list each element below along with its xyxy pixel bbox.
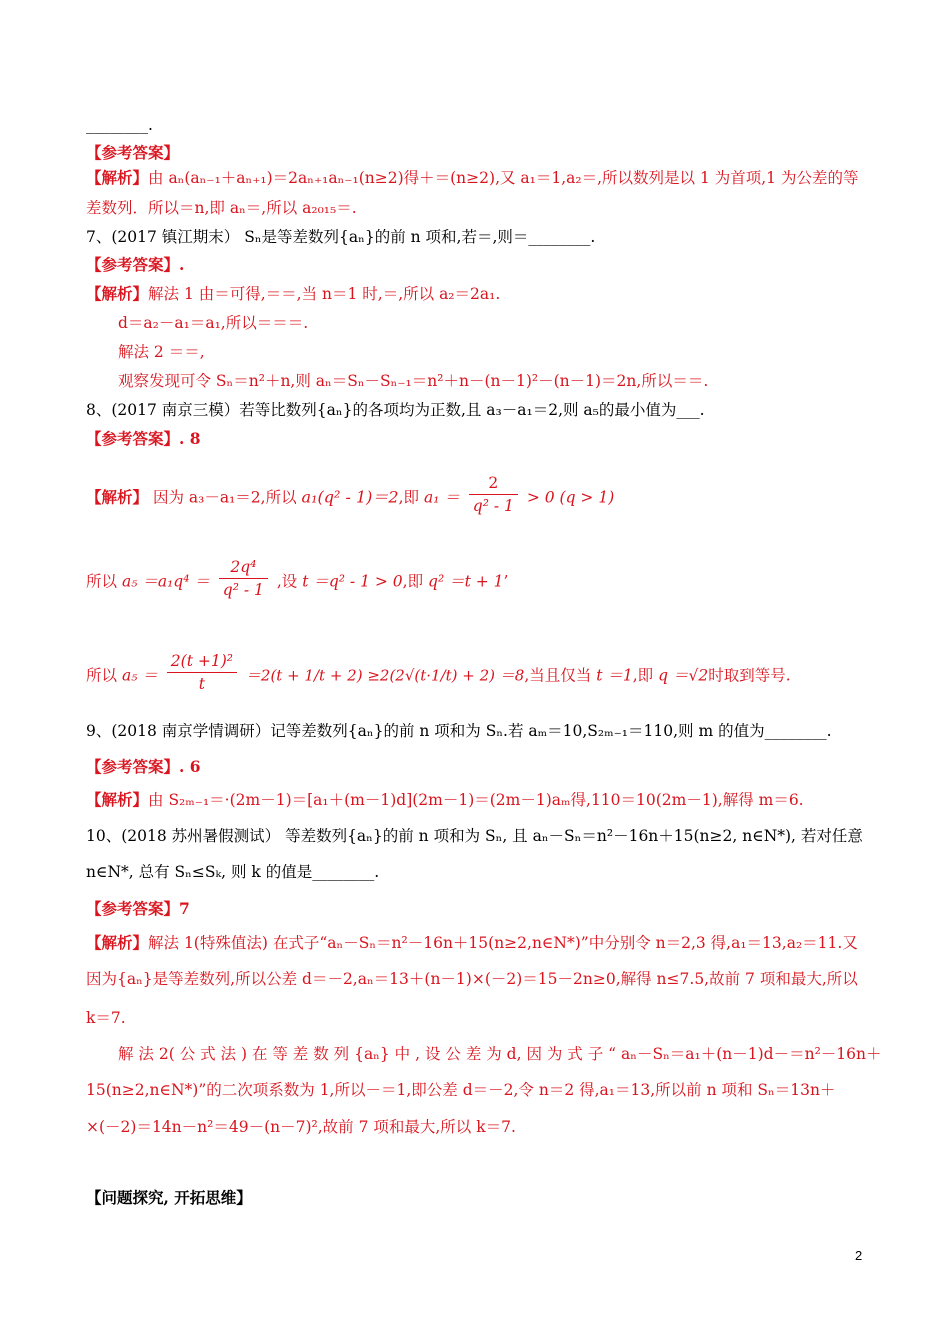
formula: a₁(q² - 1)＝2 bbox=[301, 487, 399, 507]
problem-10-cont: n∈N*, 总有 Sₙ≤Sₖ, 则 k 的值是________. bbox=[86, 863, 380, 881]
page-number: 2 bbox=[855, 1248, 863, 1263]
solution-label: 【解析】 bbox=[86, 487, 149, 507]
solution-line: 解法 2 ＝＝, bbox=[118, 343, 205, 361]
solution-text: 时取到等号. bbox=[708, 666, 791, 685]
solution-label: 【解析】 bbox=[86, 790, 149, 809]
formula-row bbox=[86, 560, 508, 605]
fraction-numerator: 2 bbox=[469, 472, 518, 495]
solution-line: 解 法 2( 公 式 法 ) 在 等 差 数 列 {aₙ} 中 , 设 公 差 为 d, 因 为 式 子 “ aₙ－Sₙ＝a₁＋(n－1)d－＝n²－16n＋ bbox=[118, 1045, 882, 1063]
solution-text: 解法 1(特殊值法) 在式子“aₙ－Sₙ＝n²－16n＋15(n≥2,n∈N*)”中分别令 n＝2,3 得,a₁＝13,a₂＝11.又 bbox=[148, 934, 858, 952]
problem-9: 9、(2018 南京学情调研）记等差数列{aₙ}的前 n 项和为 Sₙ.若 aₘ＝10,S₂ₘ₋₁＝110,则 m 的值为________. bbox=[86, 722, 832, 740]
solution-line bbox=[86, 789, 804, 811]
solution-line bbox=[86, 283, 500, 305]
formula-row bbox=[86, 654, 791, 699]
solution-line bbox=[86, 932, 858, 954]
solution-text: ,即 bbox=[398, 488, 420, 507]
problem-7: 7、(2017 镇江期末） Sₙ是等差数列{aₙ}的前 n 项和,若＝,则＝________. bbox=[86, 228, 596, 246]
fraction bbox=[167, 650, 237, 695]
problem-8: 8、(2017 南京三模）若等比数列{aₙ}的各项均为正数,且 a₃－a₁＝2,则 a₅的最小值为___. bbox=[86, 401, 705, 419]
section-heading: 【问题探究, 开拓思维】 bbox=[86, 1188, 252, 1207]
formula: a₅ ＝ bbox=[121, 666, 158, 685]
solution-text: ,即 bbox=[632, 666, 654, 685]
solution-label: 【解析】 bbox=[86, 933, 149, 952]
formula-row bbox=[86, 476, 614, 521]
solution-line: 15(n≥2,n∈N*)”的二次项系数为 1,所以－＝1,即公差 d＝－2,令 n＝2 得,a₁＝13,所以前 n 项和 Sₙ＝13n＋ bbox=[86, 1081, 836, 1099]
formula: t ＝1 bbox=[596, 666, 633, 685]
fraction-numerator: 2q⁴ bbox=[219, 556, 268, 579]
answer-heading: 【参考答案】7 bbox=[86, 899, 190, 918]
solution-line: 因为{aₙ}是等差数列,所以公差 d＝－2,aₙ＝13＋(n－1)×(－2)＝15－2n≥0,解得 n≤7.5,故前 7 项和最大,所以 bbox=[86, 970, 858, 988]
solution-text: ,当且仅当 bbox=[524, 666, 592, 685]
solution-text: ,即 bbox=[402, 572, 424, 591]
problem-10: 10、(2018 苏州暑假测试） 等差数列{aₙ}的前 n 项和为 Sₙ, 且 aₙ－Sₙ＝n²－16n＋15(n≥2, n∈N*), 若对任意 bbox=[86, 827, 863, 845]
formula: q ＝√2 bbox=[658, 666, 709, 685]
solution-line: k＝7. bbox=[86, 1009, 126, 1027]
solution-text: 由 aₙ(aₙ₋₁＋aₙ₊₁)＝2aₙ₊₁aₙ₋₁(n≥2)得＋＝(n≥2),又 a₁＝1,a₂＝,所以数列是以 1 为首项,1 为公差的等 bbox=[148, 169, 859, 187]
answer-heading: 【参考答案】. bbox=[86, 255, 185, 274]
solution-text: 所以 bbox=[86, 666, 118, 685]
fraction-numerator: 2(t +1)² bbox=[167, 650, 237, 673]
solution-text: ’ bbox=[503, 572, 509, 591]
solution-line: 差数列．所以＝n,即 aₙ＝,所以 a₂₀₁₅＝. bbox=[86, 199, 357, 217]
answer-heading: 【参考答案】. 6 bbox=[86, 757, 201, 776]
fraction-denominator: q² - 1 bbox=[472, 497, 514, 515]
solution-line: ×(－2)＝14n－n²＝49－(n－7)²,故前 7 项和最大,所以 k＝7. bbox=[86, 1118, 516, 1136]
formula: > 0 (q > 1) bbox=[526, 488, 615, 507]
solution-line: d＝a₂－a₁＝a₁,所以＝＝＝. bbox=[118, 314, 309, 332]
solution-text: 解法 1 由＝可得,＝＝,当 n＝1 时,＝,所以 a₂＝2a₁. bbox=[148, 285, 501, 303]
fraction bbox=[469, 472, 518, 517]
answer-heading: 【参考答案】. 8 bbox=[86, 429, 201, 448]
solution-line: 观察发现可令 Sₙ＝n²＋n,则 aₙ＝Sₙ－Sₙ₋₁＝n²＋n－(n－1)²－(n－1)＝2n,所以＝＝. bbox=[118, 372, 709, 390]
formula: q² ＝t + 1 bbox=[428, 572, 504, 591]
blank-answer-line: ________. bbox=[86, 116, 153, 134]
solution-label: 【解析】 bbox=[86, 168, 149, 187]
fraction-denominator: q² - 1 bbox=[222, 581, 264, 599]
solution-text: 所以 bbox=[86, 572, 118, 591]
fraction-denominator: t bbox=[198, 675, 205, 693]
solution-text: 由 S₂ₘ₋₁＝·(2m－1)＝[a₁＋(m－1)d](2m－1)＝(2m－1)aₘ得,110＝10(2m－1),解得 m＝6. bbox=[148, 791, 804, 809]
solution-label: 【解析】 bbox=[86, 284, 149, 303]
solution-text: ,设 bbox=[276, 572, 298, 591]
formula: ＝2(t + 1/t + 2) ≥2(2√(t·1/t) + 2) ＝8 bbox=[245, 666, 525, 685]
formula: a₁ ＝ bbox=[423, 488, 460, 507]
solution-line bbox=[86, 167, 858, 189]
solution-text: 因为 a₃－a₁＝2,所以 bbox=[152, 488, 297, 507]
formula: a₅ ＝a₁q⁴ ＝ bbox=[121, 572, 210, 591]
formula: t ＝q² - 1 > 0 bbox=[302, 572, 403, 591]
fraction bbox=[219, 556, 268, 601]
answer-heading: 【参考答案】 bbox=[86, 143, 180, 162]
